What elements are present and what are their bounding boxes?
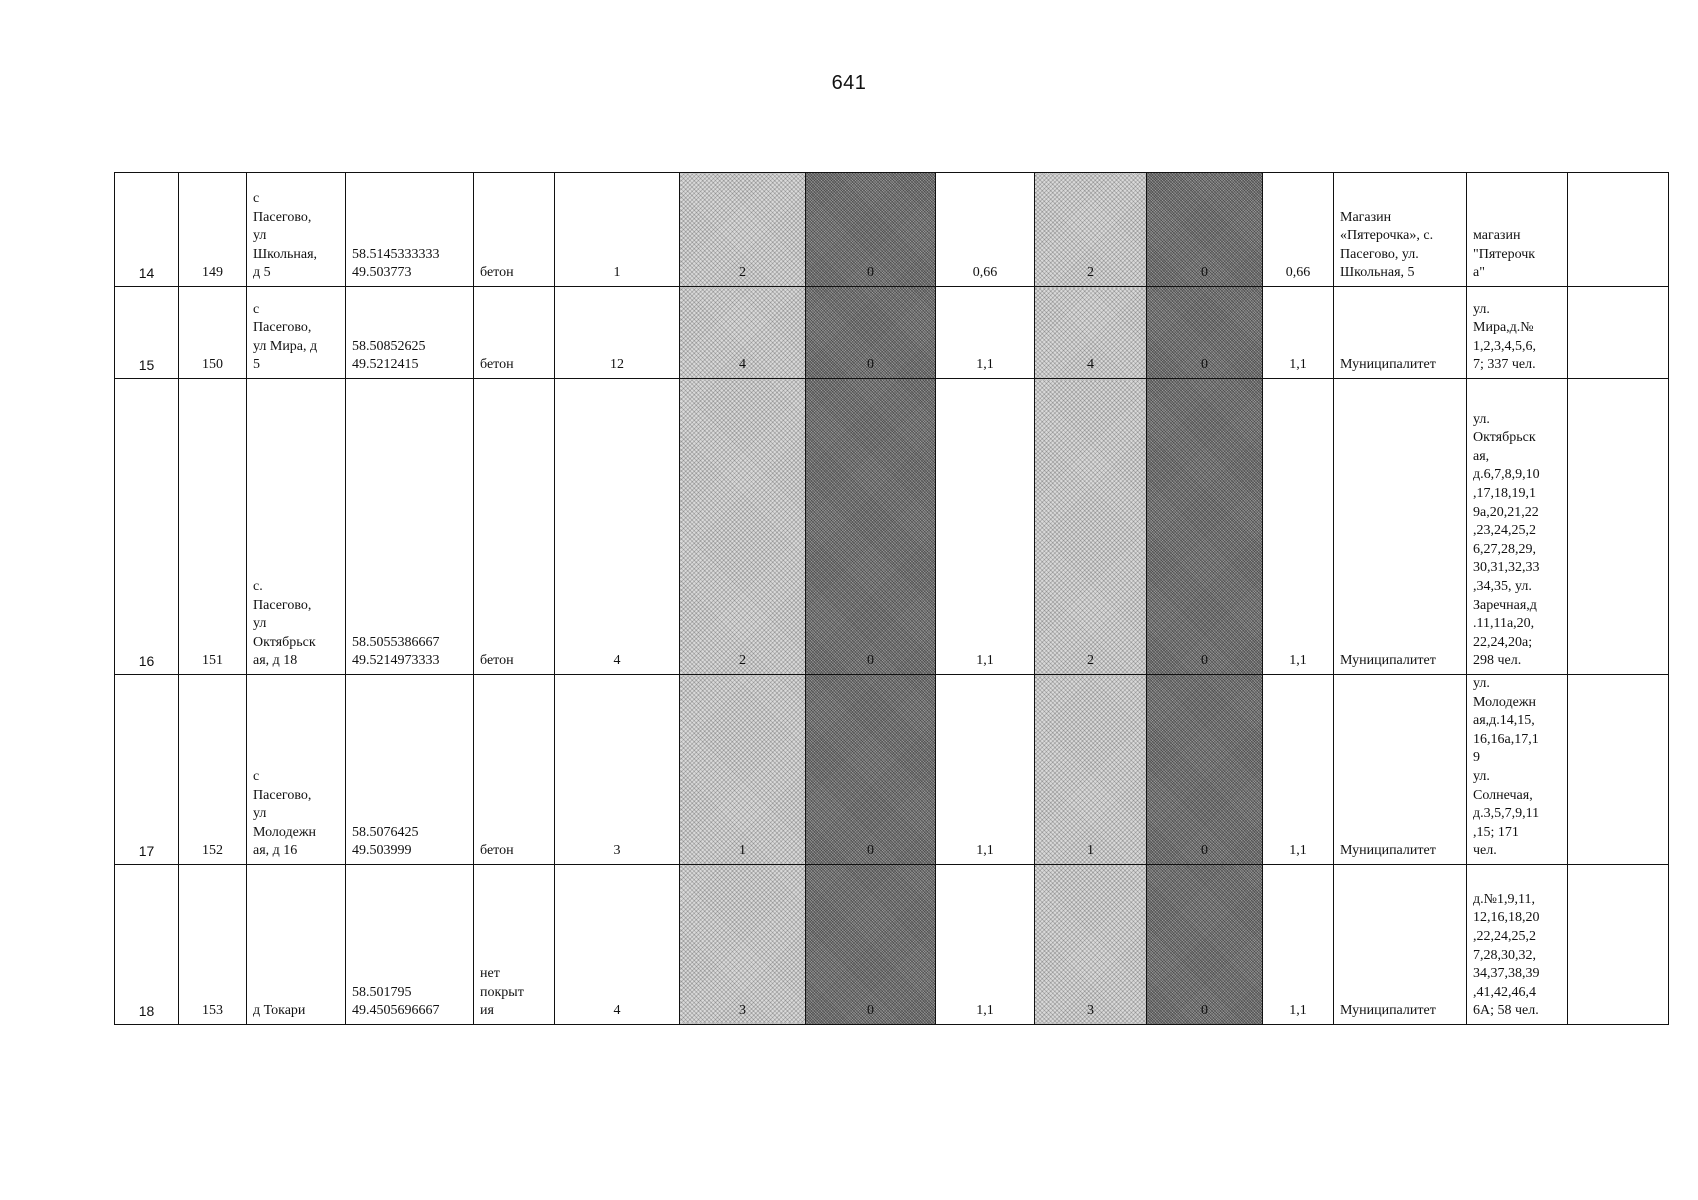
coordinates-cell-line: 49.5212415 <box>352 357 419 373</box>
served-cell-line: ,34,35, ул. <box>1473 579 1532 595</box>
coordinates-cell-line: 49.4505696667 <box>352 1003 440 1019</box>
shaded-count-cell-2: 4 <box>1035 287 1147 379</box>
volume-cell: 1,1 <box>936 675 1035 865</box>
shaded-zero-cell: 0 <box>806 379 936 675</box>
address-cell-line: Школьная, <box>253 246 318 262</box>
table-row <box>115 675 1669 865</box>
shaded-zero-cell-2: 0 <box>1147 675 1263 865</box>
owner-cell-line: «Пятерочка», с. <box>1340 228 1434 244</box>
address-cell-line: с <box>253 191 260 207</box>
shaded-count-cell-2: 2 <box>1035 173 1147 287</box>
owner-cell <box>1334 675 1467 865</box>
address-cell-line: с <box>253 768 260 784</box>
shaded-zero-cell-2: 0 <box>1147 864 1263 1024</box>
row-number: 16 <box>115 379 179 675</box>
served-cell-line: ул. <box>1473 676 1490 691</box>
shaded-zero-cell: 0 <box>806 864 936 1024</box>
volume-cell-2: 0,66 <box>1263 173 1334 287</box>
address-cell-line: ул Мира, д <box>253 338 318 354</box>
served-cell-line: 16,16а,17,1 <box>1473 731 1539 747</box>
owner-cell-line: Муниципалитет <box>1340 357 1436 373</box>
served-cell-line: 12,16,18,20 <box>1473 910 1540 926</box>
owner-cell-line: Пасегово, ул. <box>1340 246 1419 262</box>
shaded-zero-cell-2: 0 <box>1147 173 1263 287</box>
served-cell-line: ,15; 171 <box>1473 824 1519 840</box>
owner-cell-line: Магазин <box>1340 209 1392 225</box>
coordinates-cell-line: 49.503999 <box>352 843 412 859</box>
volume-cell-2: 1,1 <box>1263 864 1334 1024</box>
served-cell-line: чел. <box>1473 843 1497 859</box>
served-cell-line: 9 <box>1473 750 1480 766</box>
owner-cell <box>1334 379 1467 675</box>
served-cell-line: 298 чел. <box>1473 653 1522 669</box>
object-id: 151 <box>179 379 247 675</box>
object-id: 153 <box>179 864 247 1024</box>
address-cell-line: Октябрьск <box>253 634 316 650</box>
served-cell-line: Мира,д.№ <box>1473 320 1534 336</box>
empty-cell <box>1568 864 1669 1024</box>
address-cell-line: Молодежн <box>253 824 316 840</box>
surface-cell-line: бетон <box>480 265 514 281</box>
served-cell <box>1467 287 1568 379</box>
volume-cell: 1,1 <box>936 864 1035 1024</box>
row-number: 15 <box>115 287 179 379</box>
served-cell-line: 6,27,28,29, <box>1473 541 1536 557</box>
surface-cell-line: покрыт <box>480 984 524 1000</box>
object-id: 150 <box>179 287 247 379</box>
coordinates-cell-line: 58.5145333333 <box>352 246 440 262</box>
shaded-count-cell: 2 <box>680 379 806 675</box>
served-cell-line: 9а,20,21,22 <box>1473 504 1539 520</box>
address-cell-line: ул <box>253 806 267 822</box>
count-cell: 12 <box>555 287 680 379</box>
served-cell-line: ая, <box>1473 448 1490 464</box>
owner-cell <box>1334 287 1467 379</box>
served-cell <box>1467 864 1568 1024</box>
shaded-count-cell: 2 <box>680 173 806 287</box>
served-cell <box>1467 675 1568 865</box>
served-cell-line: 6А; 58 чел. <box>1473 1003 1539 1019</box>
served-cell-line: д.6,7,8,9,10 <box>1473 467 1540 483</box>
page-number: 641 <box>831 72 867 94</box>
shaded-count-cell-2: 2 <box>1035 379 1147 675</box>
empty-cell <box>1568 287 1669 379</box>
address-cell-line: ул <box>253 228 267 244</box>
address-cell-line: Пасегово, <box>253 787 312 803</box>
row-number: 14 <box>115 173 179 287</box>
coordinates-cell-line: 49.503773 <box>352 265 412 281</box>
served-cell-line: Октябрьск <box>1473 430 1536 446</box>
count-cell: 3 <box>555 675 680 865</box>
served-cell-line: "Пятерочк <box>1473 246 1536 262</box>
surface-cell-line: бетон <box>480 843 514 859</box>
address-cell-line: д Токари <box>253 1003 306 1019</box>
surface-cell-line: бетон <box>480 653 514 669</box>
served-cell-line: д.№1,9,11, <box>1473 891 1535 907</box>
table-row <box>115 864 1669 1024</box>
volume-cell-2: 1,1 <box>1263 379 1334 675</box>
served-cell-line: ул. <box>1473 411 1490 427</box>
coordinates-cell <box>346 864 474 1024</box>
shaded-zero-cell: 0 <box>806 173 936 287</box>
shaded-count-cell-2: 3 <box>1035 864 1147 1024</box>
address-cell-line: Пасегово, <box>253 209 312 225</box>
surface-cell <box>474 379 555 675</box>
registry-table <box>114 172 1669 1025</box>
address-cell-line: ая, д 16 <box>253 843 298 859</box>
count-cell: 4 <box>555 379 680 675</box>
served-cell-line: 7,28,30,32, <box>1473 947 1536 963</box>
owner-cell <box>1334 864 1467 1024</box>
coordinates-cell-line: 58.50852625 <box>352 338 426 354</box>
address-cell-line: 5 <box>253 357 260 373</box>
owner-cell-line: Муниципалитет <box>1340 1003 1436 1019</box>
served-cell <box>1467 173 1568 287</box>
coordinates-cell-line: 58.5076425 <box>352 824 419 840</box>
shaded-count-cell: 3 <box>680 864 806 1024</box>
served-cell-line: а" <box>1473 265 1485 281</box>
coordinates-cell-line: 58.5055386667 <box>352 634 440 650</box>
owner-cell-line: Муниципалитет <box>1340 843 1436 859</box>
empty-cell <box>1568 675 1669 865</box>
served-cell-line: 22,24,20а; <box>1473 634 1533 650</box>
served-cell-line: ая,д.14,15, <box>1473 713 1535 729</box>
count-cell: 1 <box>555 173 680 287</box>
table-row <box>115 287 1669 379</box>
shaded-count-cell-2: 1 <box>1035 675 1147 865</box>
address-cell <box>247 287 346 379</box>
owner-cell-line: Муниципалитет <box>1340 653 1436 669</box>
served-cell-line: ,41,42,46,4 <box>1473 984 1536 1000</box>
row-number: 18 <box>115 864 179 1024</box>
volume-cell-2: 1,1 <box>1263 675 1334 865</box>
shaded-count-cell: 1 <box>680 675 806 865</box>
surface-cell-line: ия <box>480 1003 494 1019</box>
table-body <box>115 173 1669 1025</box>
address-cell-line: с <box>253 301 260 317</box>
address-cell-line: ул <box>253 616 267 632</box>
served-cell-line: Солнечая, <box>1473 787 1533 803</box>
shaded-zero-cell-2: 0 <box>1147 379 1263 675</box>
surface-cell <box>474 864 555 1024</box>
table-row <box>115 173 1669 287</box>
address-cell-line: Пасегово, <box>253 320 312 336</box>
served-cell-line: ,17,18,19,1 <box>1473 486 1536 502</box>
served-cell-line: ул. <box>1473 768 1490 784</box>
volume-cell: 1,1 <box>936 379 1035 675</box>
volume-cell: 1,1 <box>936 287 1035 379</box>
served-cell-line: Молодежн <box>1473 694 1536 710</box>
count-cell: 4 <box>555 864 680 1024</box>
surface-cell <box>474 675 555 865</box>
volume-cell: 0,66 <box>936 173 1035 287</box>
coordinates-cell <box>346 379 474 675</box>
coordinates-cell <box>346 173 474 287</box>
row-number: 17 <box>115 675 179 865</box>
served-cell-line: магазин <box>1473 228 1521 244</box>
served-cell-line: .11,11а,20, <box>1473 616 1535 632</box>
shaded-zero-cell-2: 0 <box>1147 287 1263 379</box>
volume-cell-2: 1,1 <box>1263 287 1334 379</box>
address-cell-line: с. <box>253 579 263 595</box>
coordinates-cell <box>346 287 474 379</box>
served-cell-line: 34,37,38,39 <box>1473 966 1540 982</box>
served-cell-line: ,23,24,25,2 <box>1473 523 1536 539</box>
address-cell <box>247 864 346 1024</box>
surface-cell <box>474 287 555 379</box>
address-cell-line: Пасегово, <box>253 597 312 613</box>
served-cell-line: 7; 337 чел. <box>1473 357 1536 373</box>
served-cell-line: 30,31,32,33 <box>1473 560 1540 576</box>
empty-cell <box>1568 173 1669 287</box>
coordinates-cell <box>346 675 474 865</box>
address-cell <box>247 173 346 287</box>
address-cell <box>247 675 346 865</box>
served-cell-line: ,22,24,25,2 <box>1473 928 1536 944</box>
surface-cell-line: нет <box>480 966 500 982</box>
object-id: 152 <box>179 675 247 865</box>
shaded-zero-cell: 0 <box>806 675 936 865</box>
served-cell-line: 1,2,3,4,5,6, <box>1473 338 1536 354</box>
owner-cell-line: Школьная, 5 <box>1340 265 1415 281</box>
address-cell-line: д 5 <box>253 265 271 281</box>
served-cell-line: ул. <box>1473 301 1490 317</box>
coordinates-cell-line: 58.501795 <box>352 984 412 1000</box>
surface-cell <box>474 173 555 287</box>
shaded-zero-cell: 0 <box>806 287 936 379</box>
table-row <box>115 379 1669 675</box>
shaded-count-cell: 4 <box>680 287 806 379</box>
coordinates-cell-line: 49.5214973333 <box>352 653 440 669</box>
address-cell <box>247 379 346 675</box>
served-cell <box>1467 379 1568 675</box>
empty-cell <box>1568 379 1669 675</box>
owner-cell <box>1334 173 1467 287</box>
object-id: 149 <box>179 173 247 287</box>
surface-cell-line: бетон <box>480 357 514 373</box>
served-cell-line: Заречная,д <box>1473 597 1537 613</box>
address-cell-line: ая, д 18 <box>253 653 298 669</box>
served-cell-line: д.3,5,7,9,11 <box>1473 806 1540 822</box>
